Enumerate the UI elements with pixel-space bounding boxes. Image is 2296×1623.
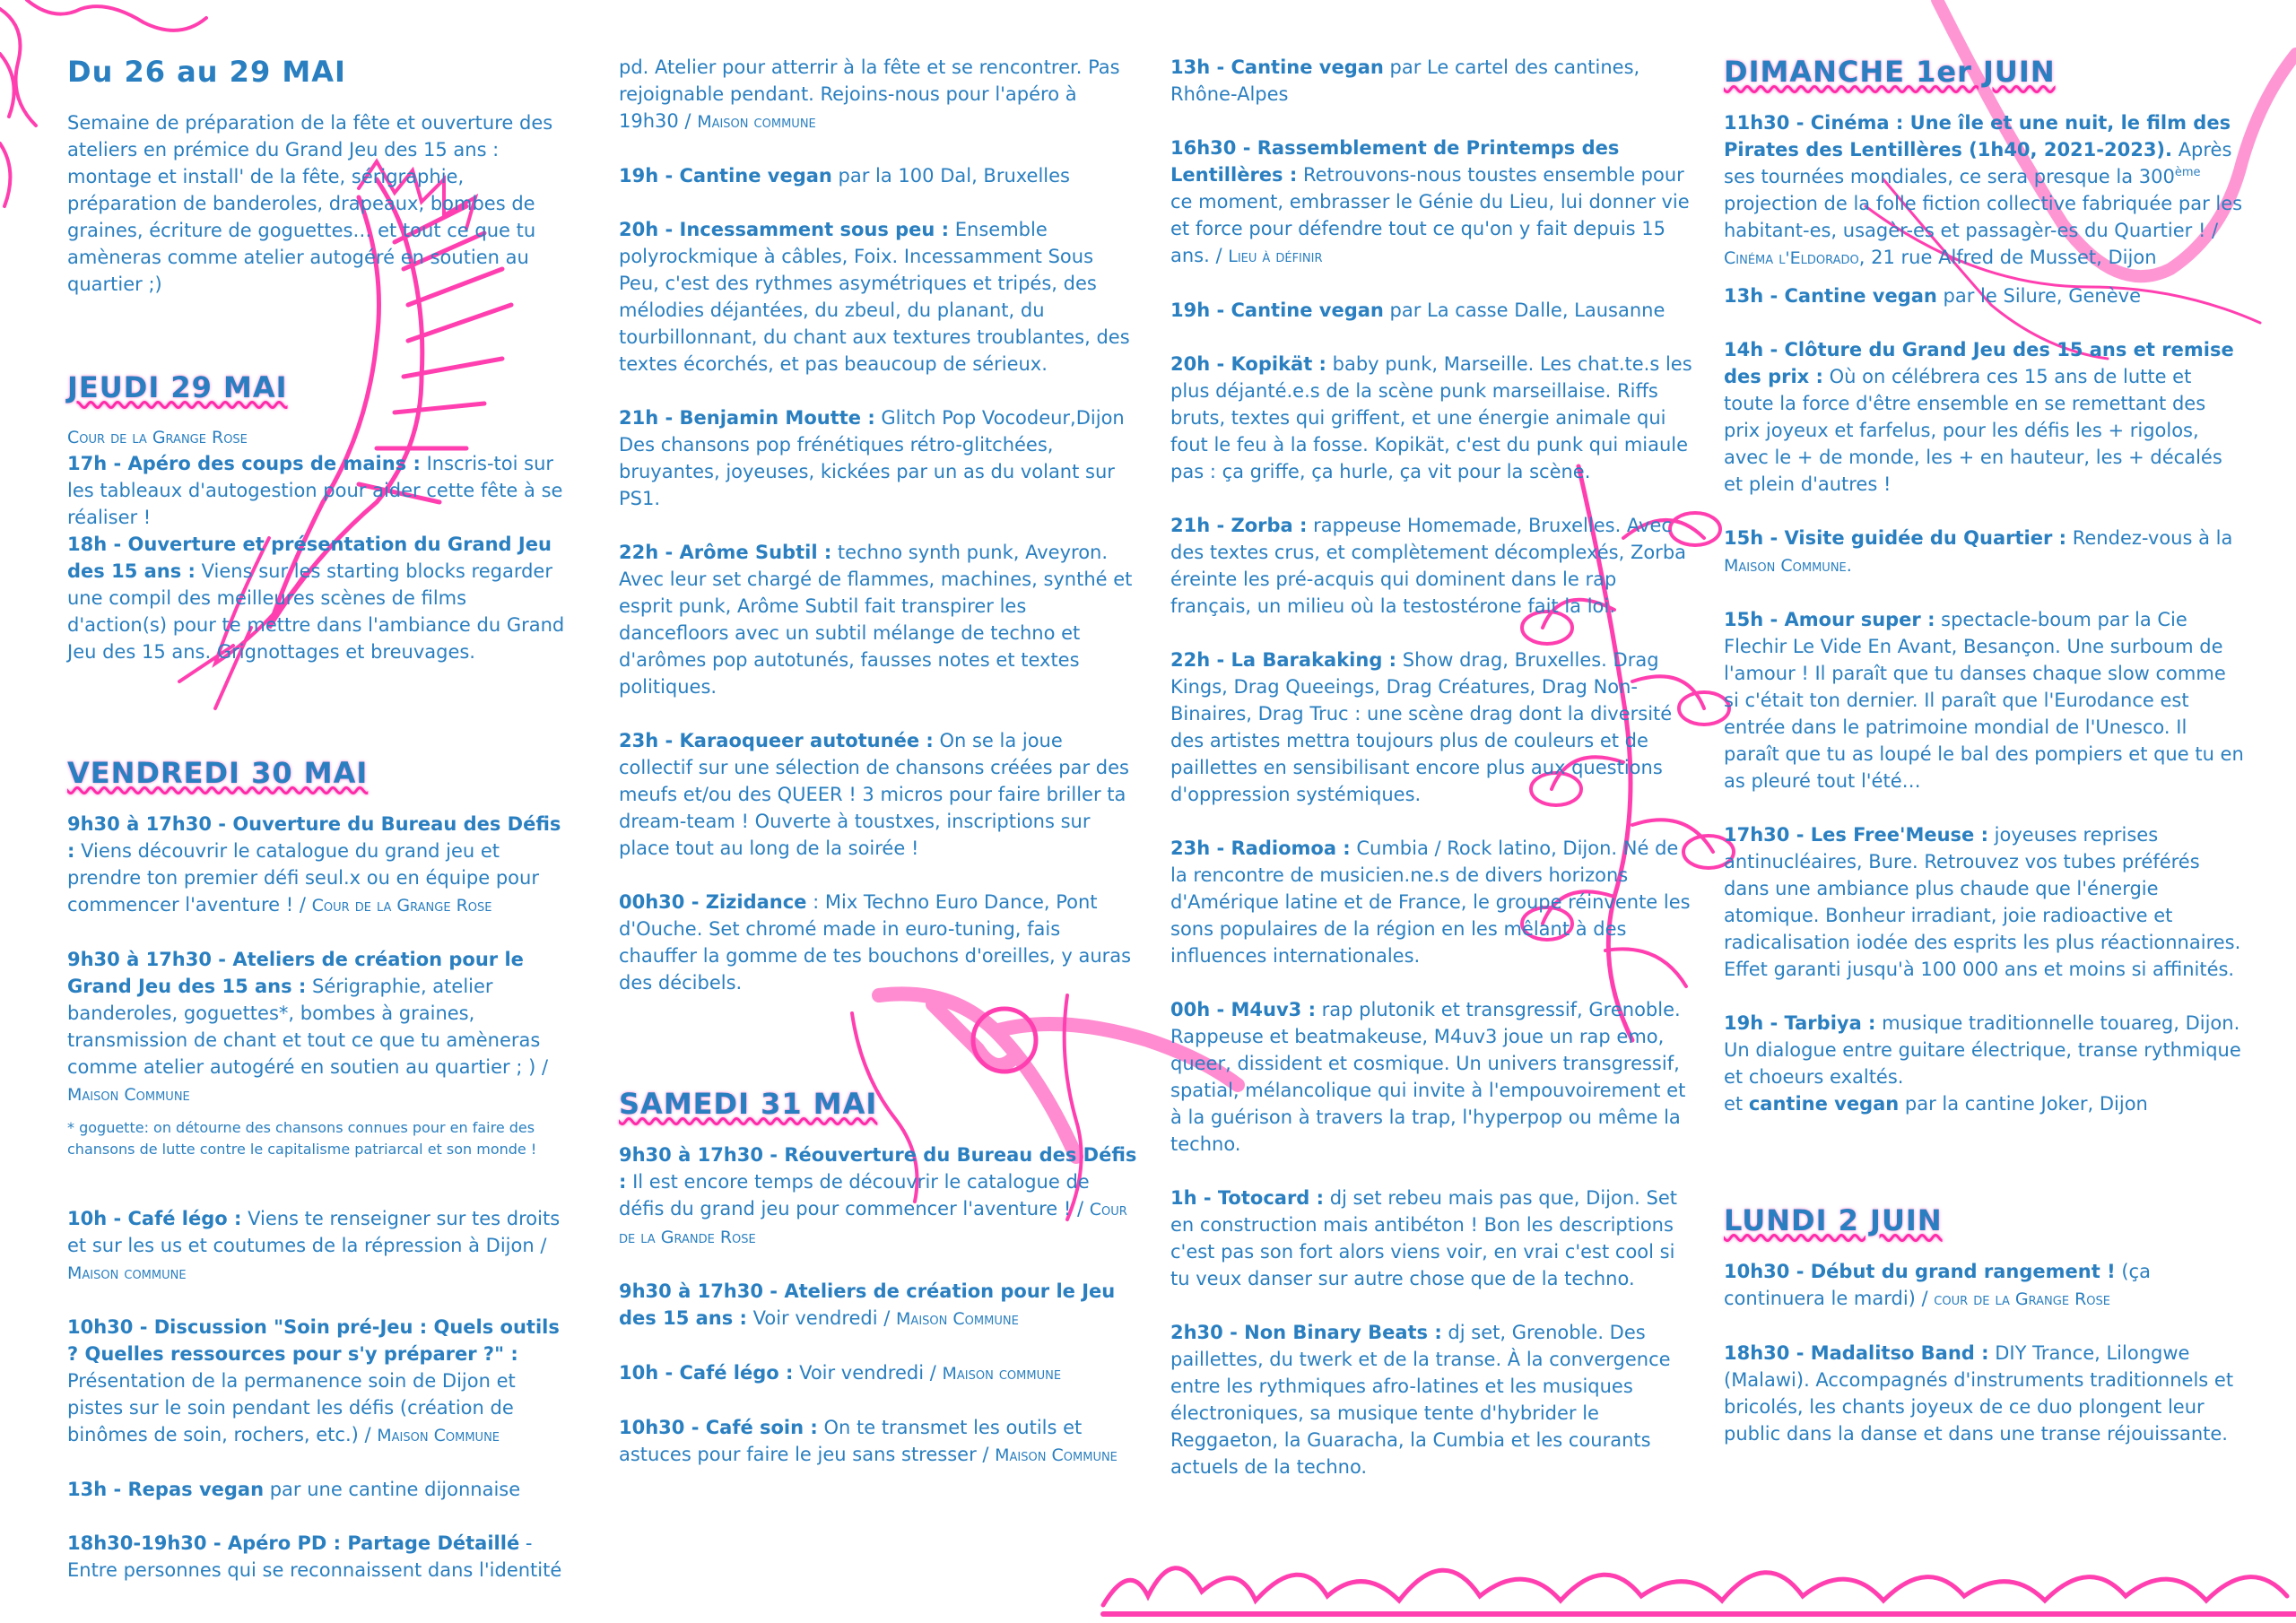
jeudi-place: Cour de la Grange Rose	[67, 428, 248, 447]
event-dimanche-1: 11h30 - Cinéma : Une île et une nuit, le film des Pirates des Lentillères (1h40, 2021-2023). Après ses tournées mondiales, ce sera presque la 300ème projection de la folle fiction collective fabriquée par les habitant-es, usagèr-es et passagèr-es du Quartier ! / Cinéma l'Eldorado, 21 rue Alfred de Musset, Dijon	[1724, 112, 2243, 268]
column-3	[1170, 54, 1695, 1507]
week-title: Du 26 au 29 MAI	[67, 55, 346, 89]
bottom-grass	[1103, 1568, 2287, 1605]
event-dimanche-2: 13h - Cantine vegan par le Silure, Genève	[1724, 285, 2142, 307]
event-vendredi-2: 9h30 à 17h30 - Ateliers de création pour le Grand Jeu des 15 ans : Sérigraphie, atelier banderoles, goguettes*, bombes à graines, transmission de chant et tout ce que tu amèneras comme atelier autogéré en soutien au quartier ; ) / Maison Commune	[67, 949, 549, 1105]
event-samedi-1: 9h30 à 17h30 - Réouverture du Bureau des Défis : Il est encore temps de découvrir le catalogue de défis du grand jeu pour commencer l'aventure ! / Cour de la Grande Rose	[619, 1144, 1137, 1247]
day-title-lundi: LUNDI 2 JUIN	[1724, 1203, 1943, 1237]
event-jeudi-2: 18h - Ouverture et présentation du Grand Jeu des 15 ans : Viens sur les starting blocks regarder une compil des meilleures scènes de films d'action(s) pour te mettre dans l'ambiance du Grand Jeu des 15 ans. Grignottages et breuvages.	[67, 534, 565, 663]
event-samedi-3: 10h - Café légo : Voir vendredi / Maison commune	[619, 1362, 1062, 1384]
event-col3-6: 22h - La Barakaking : Show drag, Bruxelles. Drag Kings, Drag Queeings, Drag Créatures, Drag Non-Binaires, Drag Truc : une scène drag dont la diversité des artistes mettra toujours plus de couleurs et de paillettes en sensibilisant encore plus aux questions d'oppression systémiques.	[1170, 649, 1673, 805]
day-title-dimanche: DIMANCHE 1er JUIN	[1724, 55, 2056, 89]
event-vendredi-6: 18h30-19h30 - Apéro PD : Partage Détaillé - Entre personnes qui se reconnaissent dans l'identité	[67, 1532, 562, 1581]
event-col3-5: 21h - Zorba : rappeuse Homemade, Bruxelles. Avec des textes crus, et complètement décomplexés, Zorba éreinte les pré-acquis qui dominent dans le rap français, un milieu où la testostérone fait la loi.	[1170, 515, 1687, 617]
column-1	[67, 54, 565, 1584]
event-vendredi-6-cont: pd. Atelier pour atterrir à la fête et se rencontrer. Pas rejoignable pendant. Rejoins-nous pour l'apéro à 19h30 / Maison commune	[619, 56, 1120, 132]
event-samedi-4: 10h30 - Café soin : On te transmet les outils et astuces pour faire le jeu sans stresser / Maison Commune	[619, 1417, 1118, 1465]
event-samedi-2: 9h30 à 17h30 - Ateliers de création pour le Jeu des 15 ans : Voir vendredi / Maison Commune	[619, 1280, 1116, 1329]
event-col2-3: 21h - Benjamin Moutte : Glitch Pop Vocodeur,Dijon Des chansons pop frénétiques rétro-glitchées, bruyantes, joyeuses, kickées par un as du volant sur PS1.	[619, 407, 1125, 509]
event-col3-10: 2h30 - Non Binary Beats : dj set, Grenoble. Des paillettes, du twerk et de la transe. À la convergence entre les rythmiques afro-latines et les musiques électroniques, sa musique tente d'hybrider le Reggaeton, la Guaracha, la Cumbia et les courants actuels de la techno.	[1170, 1322, 1671, 1478]
event-vendredi-4: 10h30 - Discussion "Soin pré-Jeu : Quels outils ? Quelles ressources pour s'y préparer ?" : Présentation de la permanence soin de Dijon et pistes sur le soin pendant les défis (création de binômes de soin, rochers, etc.) / Maison Commune	[67, 1316, 560, 1445]
event-vendredi-1: 9h30 à 17h30 - Ouverture du Bureau des Défis : Viens découvrir le catalogue du grand jeu et prendre ton premier défi seul.x ou en équipe pour commencer l'aventure ! / Cour de la Grange Rose	[67, 813, 561, 916]
event-col2-2: 20h - Incessamment sous peu : Ensemble polyrockmique à câbles, Foix. Incessamment Sous Peu, c'est des rythmes asymétriques et tripés, des mélodies déjantées, du zbeul, du planant, du tourbillonnant, du chant aux textures troublantes, des textes écorchés, et pas beaucoup de sérieux.	[619, 219, 1130, 375]
day-title-samedi: SAMEDI 31 MAI	[619, 1087, 878, 1121]
event-col2-5: 23h - Karaoqueer autotunée : On se la joue collectif sur une sélection de chansons créées par des meufs et/ou des QUEER ! 3 micros pour faire briller ta dream-team ! Ouverte à toustxes, inscriptions sur place tout au long de la soirée !	[619, 730, 1129, 859]
event-vendredi-3: 10h - Café légo : Viens te renseigner sur tes droits et sur les us et coutumes de la répression à Dijon / Maison commune	[67, 1208, 561, 1283]
event-dimanche-5: 15h - Amour super : spectacle-boum par la Cie Flechir Le Vide En Avant, Besançon. Une surboum de l'amour ! Il paraît que tu danses chaque slow comme si c'était ton dernier. Il paraît que l'Eurodance est entrée dans le patrimoine mondial de l'Unesco. Il paraît que tu as loupé le bal des pompiers et que tu en as pleuré tout l'été…	[1724, 609, 2244, 792]
event-col3-2: 16h30 - Rassemblement de Printemps des Lentillères : Retrouvons-nous toustes ensemble pour ce moment, embrasser le Génie du Lieu, lui donner vie et force pour défendre tout ce qu'on y fait depuis 15 ans. / Lieu à définir	[1170, 137, 1690, 266]
week-intro: Semaine de préparation de la fête et ouverture des ateliers en prémice du Grand Jeu des 15 ans : montage et install' de la fête, sérigraphie, préparation de banderoles, drapeaux, bombes de graines, écriture de goguettes… et tout ce que tu amèneras comme atelier autogéré en soutien au quartier ;)	[67, 112, 553, 295]
event-dimanche-7: 19h - Tarbiya : musique traditionnelle touareg, Dijon. Un dialogue entre guitare électrique, transe rythmique et choeurs exaltés. et cantine vegan par la cantine Joker, Dijon	[1724, 1012, 2241, 1115]
day-title-vendredi: VENDREDI 30 MAI	[67, 756, 369, 790]
event-vendredi-5: 13h - Repas vegan par une cantine dijonnaise	[67, 1479, 521, 1500]
event-lundi-2: 18h30 - Madalitso Band : DIY Trance, Lilongwe (Malawi). Accompagnés d'instruments traditionnels et bricolés, les chants joyeux de ce duo plongent leur public dans la danse et dans une transe réjouissante.	[1724, 1342, 2234, 1445]
event-col3-3: 19h - Cantine vegan par La casse Dalle, Lausanne	[1170, 299, 1665, 321]
event-col3-4: 20h - Kopikät : baby punk, Marseille. Les chat.te.s les plus déjanté.e.s de la scène punk marseillaise. Riffs bruts, textes qui griffent, et une énergie animale qui fout le feu à la fosse. Kopikät, c'est du punk qui miaule pas : ça griffe, ça hurle, ça vit pour la scène.	[1170, 353, 1692, 482]
event-col3-9: 1h - Totocard : dj set rebeu mais pas que, Dijon. Set en construction mais antibéton ! Bon les descriptions c'est pas son fort alors viens voir, en vrai c'est cool si tu veux danser sur autre chose que de la techno.	[1170, 1187, 1677, 1289]
event-col2-1: 19h - Cantine vegan par la 100 Dal, Bruxelles	[619, 165, 1070, 187]
day-title-jeudi: JEUDI 29 MAI	[67, 370, 288, 404]
event-dimanche-4: 15h - Visite guidée du Quartier : Rendez-vous à la Maison Commune.	[1724, 527, 2233, 576]
event-col3-7: 23h - Radiomoa : Cumbia / Rock latino, Dijon. Né de la rencontre de musicien.ne.s de divers horizons d'Amérique latine et de France, le groupe réinvente les sons populaires de la région en les mêlant à des influences internationales.	[1170, 838, 1691, 967]
column-2	[619, 54, 1139, 1496]
event-dimanche-3: 14h - Clôture du Grand Jeu des 15 ans et remise des prix : Où on célébrera ces 15 ans de lutte et toute la force d'être ensemble en se remettant des prix joyeux et farfelus, pour les défis les + rigolos, avec le + de monde, les + en hauteur, les + décalés et plein d'autres !	[1724, 339, 2234, 495]
column-4	[1724, 54, 2244, 1474]
event-jeudi-1: 17h - Apéro des coups de mains : Inscris-toi sur les tableaux d'autogestion pour aider cette fête à se réaliser !	[67, 453, 563, 528]
event-lundi-1: 10h30 - Début du grand rangement ! (ça continuera le mardi) / cour de la Grange Rose	[1724, 1261, 2151, 1309]
event-col3-1: 13h - Cantine vegan par Le cartel des cantines, Rhône-Alpes	[1170, 56, 1640, 105]
footnote-goguette: * goguette: on détourne des chansons connues pour en faire des chansons de lutte contre le capitalisme patriarcal et son monde !	[67, 1119, 537, 1158]
event-col3-8: 00h - M4uv3 : rap plutonik et transgressif, Grenoble. Rappeuse et beatmakeuse, M4uv3 joue un rap emo, queer, dissident et cosmique. Un univers transgressif, spatial, mélancolique qui invite à l'empouvoirement et à la guérison à travers la trap, l'hyperpop ou même la techno.	[1170, 999, 1686, 1155]
event-col2-6: 00h30 - Zizidance : Mix Techno Euro Dance, Pont d'Ouche. Set chromé made in euro-tuning, fais chauffer la gomme de tes bouchons d'oreilles, y auras des décibels.	[619, 891, 1132, 994]
event-col2-4: 22h - Arôme Subtil : techno synth punk, Aveyron. Avec leur set chargé de flammes, machines, synthé et esprit punk, Arôme Subtil fait transpirer les dancefloors avec un subtil mélange de techno et d'arômes pop autotunés, fausses notes et textes politiques.	[619, 542, 1133, 698]
event-dimanche-6: 17h30 - Les Free'Meuse : joyeuses reprises antinucléaires, Bure. Retrouvez vos tubes préférés dans une ambiance plus chaude que l'énergie atomique. Bonheur irradiant, joie radioactive et radicalisation iodée des esprits les plus réactionnaires. Effet garanti jusqu'à 100 000 ans et moins si affinités.	[1724, 824, 2241, 980]
